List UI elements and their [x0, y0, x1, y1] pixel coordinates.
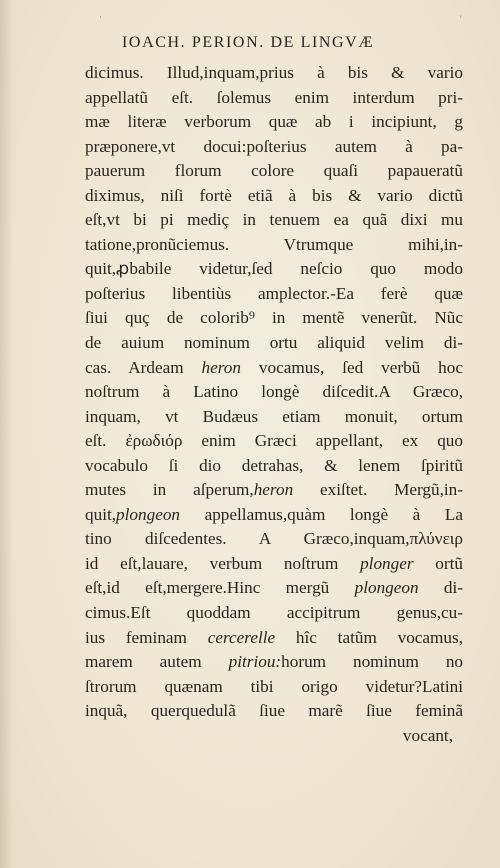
italic-word: cercerelle [207, 627, 276, 647]
text-segment: tatione,pronũciemus. Vtrumque mihi,in- [85, 234, 463, 254]
text-line [85, 110, 463, 135]
italic-word: pitriou: [228, 652, 282, 672]
corner-mark-left: · [99, 12, 102, 22]
text-line [85, 306, 463, 331]
text-line [85, 626, 463, 651]
text-segment: vocamus, ſed verbũ hoc [240, 357, 463, 377]
text-line [85, 135, 463, 160]
text-segment: id eſt,lauare, verbum noſtrum [85, 553, 361, 573]
text-line [85, 699, 463, 724]
italic-word: plongeon [116, 504, 181, 524]
text-segment: marem autem [85, 652, 229, 672]
text-segment: inquam, vt Budæus etiam monuit, ortum [85, 406, 463, 426]
text-line [85, 503, 463, 528]
text-segment: diximus, niſi fortè etiã à bis & vario dictũ [85, 185, 463, 205]
text-segment: vocant, [402, 725, 453, 745]
text-segment: pauerum florum colore quaſi papaueratũ [85, 161, 463, 181]
text-segment: tino diſcedentes. A Græco,inquam,πλύνειρ [85, 529, 463, 549]
text-segment: præponere,vt docui:poſterius autem à pa- [85, 136, 463, 156]
text-segment: mæ literæ verborum quæ ab i incipiunt, g [85, 112, 463, 132]
text-line [85, 429, 463, 454]
text-segment: quit,ꝓbabile videtur,ſed neſcio quo modo [85, 259, 463, 279]
text-segment: appellamus,quàm longè à La [180, 504, 463, 524]
text-line [85, 86, 463, 111]
italic-word: heron [253, 480, 294, 500]
text-line [85, 527, 463, 552]
text-line [85, 405, 463, 430]
text-line [85, 282, 463, 307]
text-line [85, 601, 463, 626]
text-segment: ſiui quç de colorib⁹ in mentẽ venerũt. Nũc [85, 308, 463, 328]
text-segment: ortũ [413, 553, 463, 573]
text-line [85, 380, 463, 405]
text-line [85, 478, 463, 503]
text-segment: ſtrorum quænam tibi origo videtur?Latini [85, 676, 463, 696]
text-segment: poſterius libentiùs amplector.-Ea ferè quæ [85, 283, 463, 303]
text-line [85, 454, 463, 479]
text-line [85, 61, 463, 86]
running-head: IOACH. PERION. DE LINGVÆ [122, 34, 375, 51]
corner-mark-right: ' [460, 14, 462, 24]
text-line [85, 356, 463, 381]
text-segment: vocabulo ſi dio detrahas, & lenem ſpiritũ [85, 455, 463, 475]
italic-word: plongeon [354, 578, 419, 598]
italic-word: heron [201, 357, 241, 377]
text-segment: appellatũ eſt. ſolemus enim interdum pri- [85, 87, 463, 107]
text-segment: horum nominum no [281, 652, 463, 672]
text-line [85, 724, 463, 749]
text-line [85, 159, 463, 184]
text-segment: ius feminam [85, 627, 208, 647]
text-segment: cimus.Eſt quoddam accipitrum genus,cu- [85, 603, 463, 623]
text-line [85, 208, 463, 233]
text-line [85, 331, 463, 356]
text-line [85, 233, 463, 258]
text-line [85, 257, 463, 282]
text-line [85, 552, 463, 577]
text-segment: cas. Ardeam [85, 357, 202, 377]
text-segment: mutes in aſperum, [85, 480, 254, 500]
text-segment: dicimus. Illud,inquam,prius à bis & vario [85, 63, 463, 82]
text-segment: exiſtet. Mergũ,in- [293, 480, 463, 500]
body-text [85, 61, 463, 748]
text-segment: di- [418, 578, 463, 598]
text-line [85, 675, 463, 700]
text-line [85, 650, 463, 675]
text-line [85, 184, 463, 209]
text-segment: eſt,id eſt,mergere.Hinc mergũ [85, 578, 355, 598]
text-segment: eſt. ἐρωδιόρ enim Græci appellant, ex quo [85, 431, 463, 451]
text-line [85, 576, 463, 601]
text-segment: hîc tatũm vocamus, [275, 627, 463, 647]
text-segment: inquã, querquedulã ſiue marẽ ſiue feminã [85, 701, 463, 721]
text-segment: de auium nominum ortu aliquid velim di- [85, 333, 463, 353]
text-segment: eſt,vt bi pi mediç in tenuem ea quã dixi mu [85, 210, 463, 230]
italic-word: plonger [360, 553, 414, 573]
gutter-shadow [0, 0, 14, 868]
text-segment: quit, [85, 504, 117, 524]
text-segment: noſtrum à Latino longè diſcedit.A Græco, [85, 382, 463, 402]
